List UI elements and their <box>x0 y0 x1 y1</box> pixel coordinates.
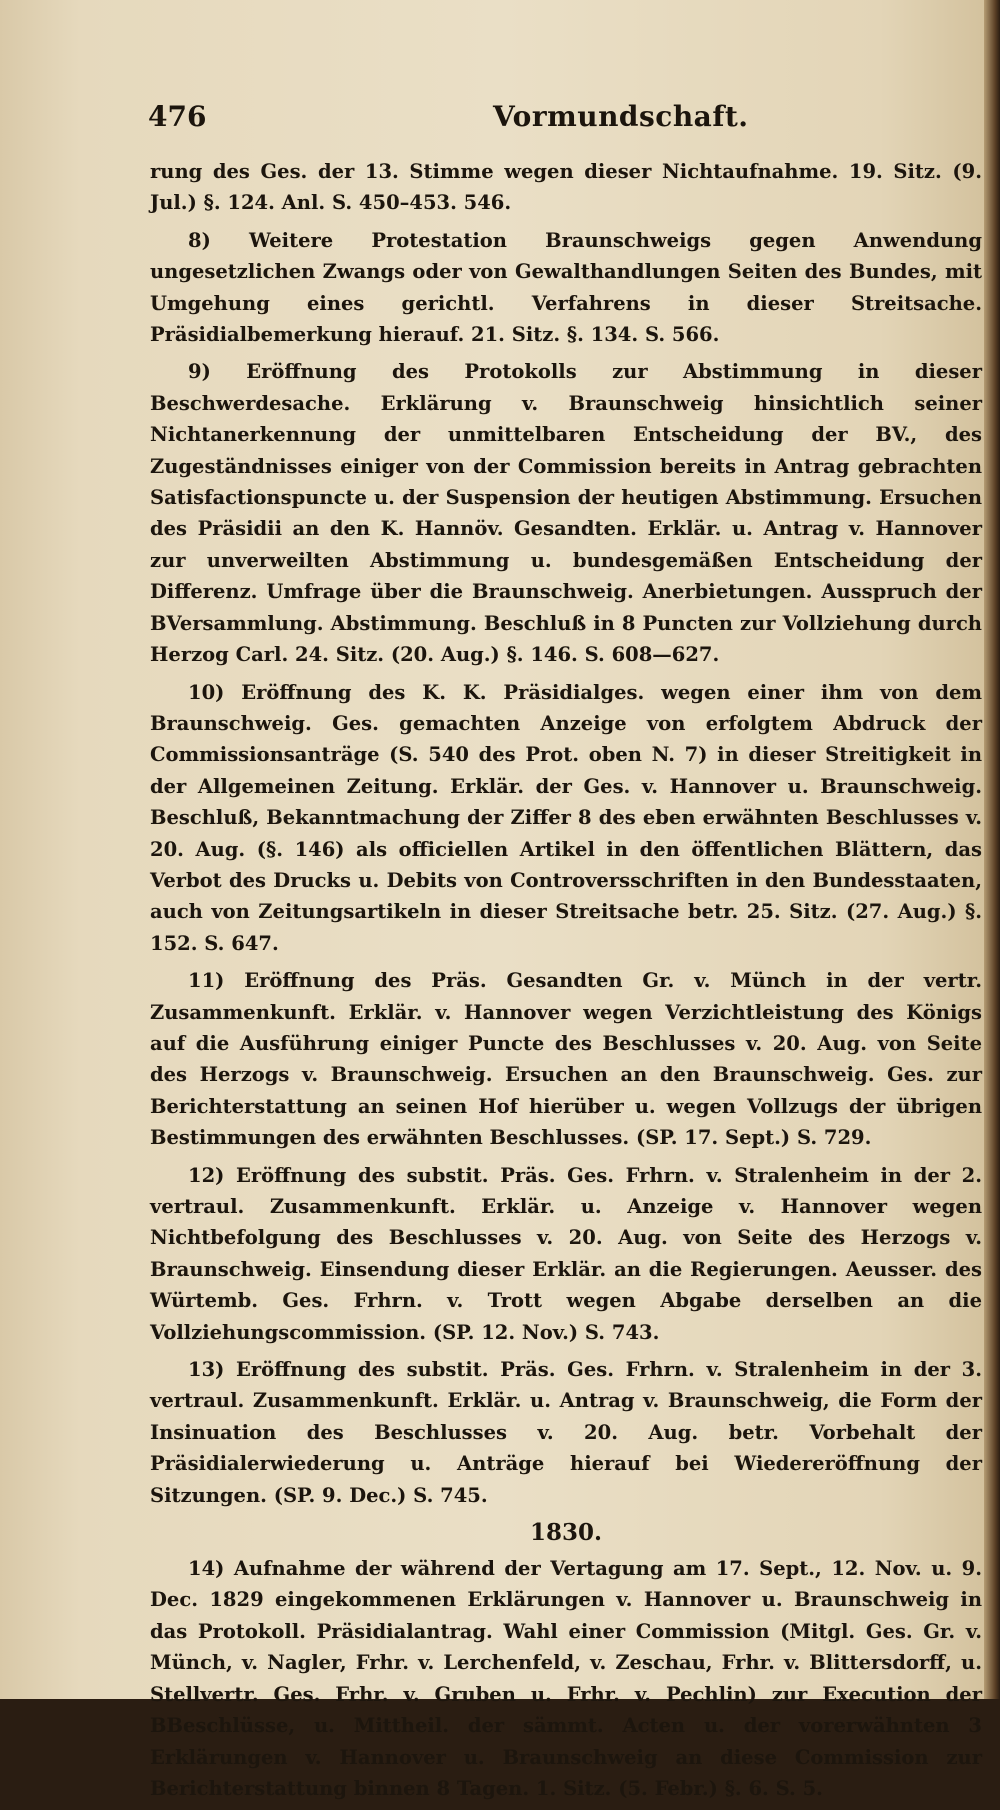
entry-11: 11) Eröffnung des Präs. Gesandten Gr. v. Münch in der vertr. Zusammenkunft. Erklär. v. Hannover wegen Verzichtleistung des Königs auf die Ausführung einiger Puncte des Beschlusses v. 20. Aug. von Seite des Herzogs v. Braunschweig. Ersuchen an den Braunschweig. Ges. zur Berichterstattung an seinen Hof hierüber u. wegen Vollzugs der übrigen Bestimmungen des erwähnten Beschlusses. (SP. 17. Sept.) S. 729. <box>150 969 982 1150</box>
year-heading: 1830. <box>529 1519 603 1547</box>
entry-12: 12) Eröffnung des substit. Präs. Ges. Frhrn. v. Stralenheim in der 2. vertraul. Zusammenkunft. Erklär. u. Anzeige v. Hannover wegen Nichtbefolgung des Beschlusses v. 20. Aug. von Seite des Herzogs v. Braunschweig. Einsendung dieser Erklär. an die Regierungen. Aeusser. des Würtemb. Ges. Frhrn. v. Trott wegen Abgabe derselben an die Vollziehungscommission. (SP. 12. Nov.) S. 743. <box>150 1163 982 1344</box>
page-body <box>150 156 982 1810</box>
entry-13: 13) Eröffnung des substit. Präs. Ges. Frhrn. v. Stralenheim in der 3. vertraul. Zusammenkunft. Erklär. u. Antrag v. Braunschweig, die Form der Insinuation des Beschlusses v. 20. Aug. betr. Vorbehalt der Präsidialerwiederung u. Anträge hierauf bei Wiedereröffnung der Sitzungen. (SP. 9. Dec.) S. 745. <box>150 1358 982 1507</box>
entry-10: 10) Eröffnung des K. K. Präsidialges. wegen einer ihm von dem Braunschweig. Ges. gemachten Anzeige von erfolgtem Abdruck der Commissionsanträge (S. 540 des Prot. oben N. 7) in dieser Streitigkeit in der Allgemeinen Zeitung. Erklär. der Ges. v. Hannover u. Braunschweig. Beschluß, Bekanntmachung der Ziffer 8 des eben erwähnten Beschlusses v. 20. Aug. (§. 146) als officiellen Artikel in den öffentlichen Blättern, das Verbot des Drucks u. Debits von Controversschriften in den Bundesstaaten, auch von Zeitungsartikeln in dieser Streitsache betr. 25. Sitz. (27. Aug.) §. 152. S. 647. <box>150 680 982 955</box>
page-number: 476 <box>148 100 207 133</box>
running-title: Vormundschaft. <box>493 100 749 133</box>
entry-8: 8) Weitere Protestation Braunschweigs gegen Anwendung ungesetzlichen Zwangs oder von Gewalthandlungen Seiten des Bundes, mit Umgehung eines gerichtl. Verfahrens in dieser Streitsache. Präsidialbemerkung hierauf. 21. Sitz. §. 134. S. 566. <box>150 228 982 347</box>
entry-continuation: rung des Ges. der 13. Stimme wegen dieser Nichtaufnahme. 19. Sitz. (9. Jul.) §. 124. Anl. S. 450–453. 546. <box>150 160 982 215</box>
page-header <box>148 100 918 144</box>
page-edge-shadow <box>984 0 1000 1699</box>
entry-9: 9) Eröffnung des Protokolls zur Abstimmung in dieser Beschwerdesache. Erklärung v. Braunschweig hinsichtlich seiner Nichtanerkennung der unmittelbaren Entscheidung der BV., des Zugeständnisses einiger von der Commission bereits in Antrag gebrachten Satisfactionspuncte u. der Suspension der heutigen Abstimmung. Ersuchen des Präsidii an den K. Hannöv. Gesandten. Erklär. u. Antrag v. Hannover zur unverweilten Abstimmung u. bundesgemäßen Entscheidung der Differenz. Umfrage über die Braunschweig. Anerbietungen. Ausspruch der BVersammlung. Abstimmung. Beschluß in 8 Puncten zur Vollziehung durch Herzog Carl. 24. Sitz. (20. Aug.) §. 146. S. 608—627. <box>150 360 982 667</box>
entry-14: 14) Aufnahme der während der Vertagung am 17. Sept., 12. Nov. u. 9. Dec. 1829 eingekommenen Erklärungen v. Hannover u. Braunschweig in das Protokoll. Präsidialantrag. Wahl einer Commission (Mitgl. Ges. Gr. v. Münch, v. Nagler, Frhr. v. Lerchenfeld, v. Zeschau, Frhr. v. Blittersdorff, u. Stellvertr. Ges. Frhr. v. Gruben u. Frhr. v. Pechlin) zur Execution der BBeschlüsse, u. Mittheil. der sämmt. Acten u. der vorerwähnten 3 Erklärungen v. Hannover u. Braunschweig an diese Commission zur Berichterstattung binnen 8 Tagen. 1. Sitz. (5. Febr.) §. 6. S. 5. <box>150 1557 982 1800</box>
